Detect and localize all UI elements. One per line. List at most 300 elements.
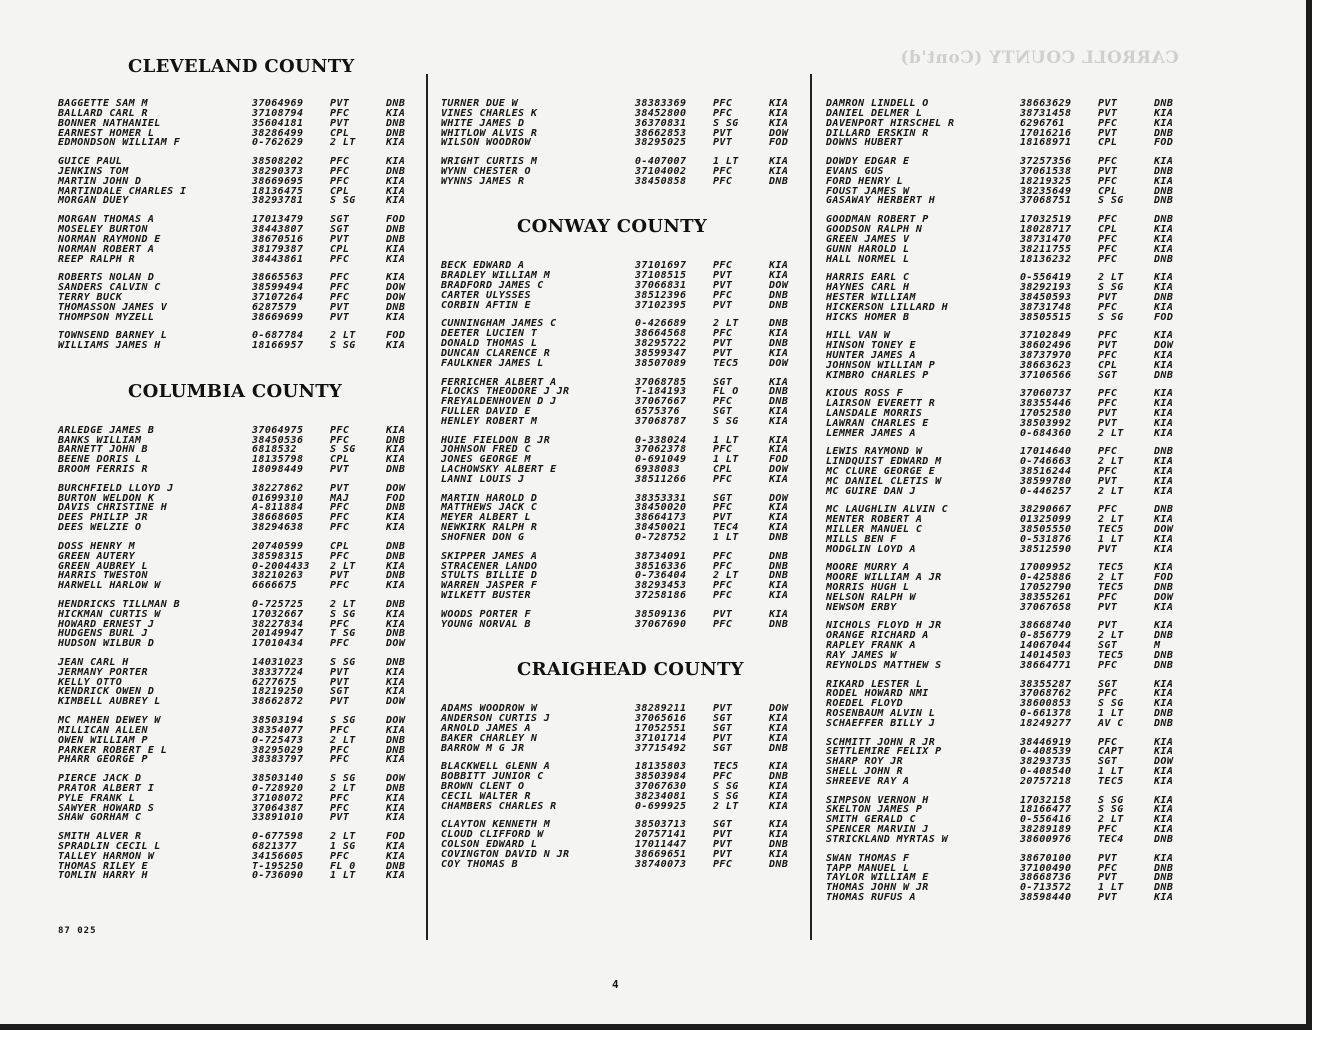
record-status: KIA: [769, 580, 789, 592]
record-name: HUDGENS BURL J: [58, 628, 148, 640]
record-name: NORMAN RAYMOND E: [58, 233, 161, 245]
record-rank: 2 LT: [330, 782, 356, 794]
record-status: DNB: [1154, 717, 1174, 729]
record-status: KIA: [769, 107, 789, 119]
record-name: RODEL HOWARD NMI: [826, 688, 929, 700]
record-status: KIA: [1154, 349, 1174, 361]
record-serial-number: 20757141: [635, 829, 687, 841]
record-rank: S SG: [1098, 698, 1124, 710]
record-name: MC MAHEN DEWEY W: [58, 714, 161, 726]
record-status: DNB: [386, 570, 406, 582]
record-rank: TEC5: [1098, 524, 1124, 536]
record-status: KIA: [769, 348, 789, 359]
record-name: SHOFNER DON G: [441, 532, 525, 543]
record-status: DNB: [1154, 185, 1174, 197]
record-status: KIA: [386, 840, 406, 852]
record-serial-number: 38286499: [252, 127, 304, 139]
record-rank: PFC: [713, 550, 733, 562]
record-serial-number: 0-746663: [1020, 456, 1072, 468]
record-status: DNB: [769, 299, 789, 311]
record-status: KIA: [769, 328, 789, 340]
record-status: KIA: [386, 792, 406, 804]
record-rank: SGT: [330, 214, 350, 226]
record-rank: SGT: [713, 722, 733, 734]
record-name: DONALD THOMAS L: [441, 338, 538, 350]
record-status: KIA: [1154, 678, 1174, 690]
record-rank: CPL: [1098, 359, 1118, 371]
record-name: MOSELEY BURTON: [58, 223, 148, 235]
record-name: ORANGE RICHARD A: [826, 630, 929, 642]
record-rank: 2 LT: [1098, 814, 1124, 826]
record-row: [58, 254, 428, 265]
record-name: BAGGETTE SAM M: [58, 98, 148, 109]
record-row: [826, 602, 1196, 613]
record-status: DNB: [769, 386, 789, 398]
record-rank: PFC: [713, 580, 733, 592]
record-serial-number: 0-408540: [1020, 766, 1072, 778]
record-serial-number: 17009952: [1020, 562, 1072, 574]
record-name: LACHOWSKY ALBERT E: [441, 464, 557, 476]
record-status: FOD: [1154, 311, 1174, 323]
record-row: [58, 195, 428, 206]
record-serial-number: 38355287: [1020, 678, 1072, 690]
record-status: DNB: [386, 127, 406, 139]
record-serial-number: 38662872: [252, 696, 304, 708]
record-name: ADAMS WOODROW W: [441, 703, 538, 715]
record-rank: PVT: [1098, 620, 1118, 632]
record-rank: PFC: [330, 156, 350, 168]
record-rank: PFC: [330, 744, 350, 756]
record-status: FOD: [1154, 137, 1174, 149]
record-serial-number: 0-736404: [635, 570, 687, 582]
record-name: DOWNS HUBERT: [826, 137, 904, 149]
record-status: DOW: [386, 638, 406, 650]
record-name: SHARP ROY JR: [826, 756, 904, 768]
record-serial-number: 01699310: [252, 492, 304, 504]
record-rank: CPL: [1098, 185, 1118, 197]
record-serial-number: 0-762629: [252, 137, 304, 149]
record-name: NEWKIRK RALPH R: [441, 522, 538, 534]
record-name: BURCHFIELD LLOYD J: [58, 482, 174, 494]
record-name: SMITH GERALD C: [826, 814, 916, 826]
record-name: MARTIN HAROLD D: [441, 492, 538, 504]
record-name: SPRADLIN CECIL L: [58, 840, 161, 852]
record-status: DNB: [1154, 862, 1174, 874]
record-rank: PFC: [330, 424, 350, 436]
record-rank: FL O: [713, 386, 739, 398]
record-status: DOW: [769, 464, 789, 476]
record-status: DNB: [769, 858, 789, 870]
record-name: TAYLOR WILLIAM E: [826, 872, 929, 884]
record-serial-number: 38734091: [635, 550, 687, 562]
record-status: DNB: [769, 338, 789, 350]
record-name: SKELTON JAMES P: [826, 804, 923, 816]
record-name: CORBIN AFTIN E: [441, 299, 531, 311]
record-rank: AV C: [1098, 717, 1124, 729]
record-rank: S SG: [1098, 804, 1124, 816]
record-status: KIA: [1154, 475, 1174, 487]
record-rank: PVT: [1098, 407, 1118, 419]
record-serial-number: 37107264: [252, 291, 304, 303]
record-status: DOW: [386, 696, 406, 708]
record-serial-number: 0-425886: [1020, 572, 1072, 584]
record-name: CLAYTON KENNETH M: [441, 819, 551, 831]
record-serial-number: 37067690: [635, 618, 687, 630]
record-rank: PVT: [713, 608, 733, 620]
record-serial-number: 38505515: [1020, 311, 1072, 323]
record-name: GUICE PAUL: [58, 156, 123, 168]
record-serial-number: 38353331: [635, 492, 687, 504]
record-name: HENLEY ROBERT M: [441, 415, 538, 427]
county-heading: CLEVELAND COUNTY: [128, 56, 355, 77]
record-name: HILL VAN W: [826, 330, 891, 342]
record-rank: S SG: [330, 656, 356, 668]
record-rank: PVT: [713, 127, 733, 139]
record-rank: SGT: [713, 819, 733, 831]
record-rank: PFC: [330, 253, 350, 265]
record-name: HENDRICKS TILLMAN B: [58, 598, 180, 610]
record-status: KIA: [386, 580, 406, 592]
record-serial-number: 0-531876: [1020, 533, 1072, 545]
record-serial-number: 6818532: [252, 444, 297, 456]
record-status: DNB: [1154, 708, 1174, 720]
record-name: SCHAEFFER BILLY J: [826, 717, 936, 729]
record-serial-number: 14067044: [1020, 640, 1072, 652]
record-row: [826, 660, 1196, 671]
record-rank: PVT: [330, 464, 350, 476]
record-serial-number: 38509136: [635, 608, 687, 620]
record-rank: S SG: [330, 714, 356, 726]
record-rank: PVT: [713, 280, 733, 292]
record-name: CUNNINGHAM JAMES C: [441, 318, 557, 330]
record-status: KIA: [1154, 620, 1174, 632]
record-serial-number: 38450021: [635, 522, 687, 534]
record-serial-number: 38450858: [635, 175, 687, 187]
record-status: KIA: [386, 666, 406, 678]
record-rank: PFC: [713, 858, 733, 870]
record-rank: S SG: [330, 340, 356, 352]
record-serial-number: 38600976: [1020, 834, 1072, 845]
record-status: KIA: [769, 732, 789, 744]
record-rank: TEC5: [1098, 775, 1124, 787]
record-status: DOW: [386, 773, 406, 784]
record-rank: PVT: [330, 117, 350, 129]
record-row: [826, 718, 1196, 729]
record-row: [441, 619, 811, 630]
record-serial-number: 38731470: [1020, 233, 1072, 245]
record-rank: 1 LT: [713, 434, 739, 446]
record-name: DOSS HENRY M: [58, 540, 136, 552]
record-serial-number: 6277675: [252, 676, 297, 688]
record-status: KIA: [1154, 775, 1174, 787]
record-status: FOD: [386, 492, 406, 504]
record-row: [826, 370, 1196, 381]
record-rank: PFC: [1098, 862, 1118, 874]
record-status: KIA: [386, 272, 406, 284]
record-status: FOD: [386, 214, 406, 226]
record-rank: PFC: [330, 638, 350, 650]
record-rank: SGT: [713, 492, 733, 504]
record-rank: PFC: [1098, 388, 1118, 400]
record-serial-number: 38337724: [252, 666, 304, 678]
record-status: DNB: [769, 560, 789, 572]
record-serial-number: 38599780: [1020, 475, 1072, 487]
record-serial-number: 38503992: [1020, 417, 1072, 429]
record-name: HUNTER JAMES A: [826, 349, 916, 361]
record-name: NELSON RALPH W: [826, 591, 916, 603]
record-rank: PFC: [1098, 117, 1118, 129]
record-status: KIA: [386, 754, 406, 766]
record-name: BONNER NATHANIEL: [58, 117, 161, 129]
record-row: [58, 522, 428, 533]
record-serial-number: 17032158: [1020, 794, 1072, 806]
record-serial-number: 38293453: [635, 580, 687, 592]
record-rank: CPL: [330, 127, 350, 139]
record-rank: 2 LT: [1098, 485, 1124, 497]
record-status: DNB: [1154, 253, 1174, 265]
record-status: KIA: [1154, 543, 1174, 555]
record-rank: PVT: [1098, 107, 1118, 119]
record-rank: PFC: [713, 260, 733, 272]
record-rank: PFC: [330, 580, 350, 592]
record-status: KIA: [769, 117, 789, 129]
record-rank: PVT: [1098, 340, 1118, 352]
record-serial-number: 0-407007: [635, 156, 687, 168]
record-status: DNB: [1154, 446, 1174, 458]
record-serial-number: 17016216: [1020, 127, 1072, 139]
record-rank: CPL: [330, 185, 350, 197]
record-serial-number: 38602496: [1020, 340, 1072, 352]
record-serial-number: 38669699: [252, 311, 304, 323]
record-status: KIA: [386, 107, 406, 119]
record-status: KIA: [769, 848, 789, 860]
record-serial-number: 38664173: [635, 512, 687, 524]
record-status: KIA: [386, 454, 406, 466]
record-name: WRIGHT CURTIS M: [441, 156, 538, 168]
record-name: DEES WELZIE O: [58, 522, 142, 534]
record-serial-number: 38289211: [635, 703, 687, 715]
record-serial-number: 38295029: [252, 744, 304, 756]
record-status: DOW: [769, 357, 789, 369]
record-serial-number: 37066831: [635, 280, 687, 292]
record-rank: PFC: [1098, 243, 1118, 255]
record-name: CECIL WALTER R: [441, 790, 531, 802]
record-status: DNB: [386, 464, 406, 476]
record-name: JENKINS TOM: [58, 165, 129, 177]
record-rank: FL 0: [330, 860, 356, 872]
record-status: KIA: [769, 260, 789, 272]
record-serial-number: 17011447: [635, 839, 687, 850]
record-rank: PVT: [330, 676, 350, 688]
record-serial-number: 37101697: [635, 260, 687, 272]
record-status: DNB: [386, 165, 406, 177]
record-status: DNB: [1154, 291, 1174, 303]
record-rank: 1 LT: [1098, 533, 1124, 545]
record-serial-number: 38295722: [635, 338, 687, 350]
record-serial-number: 35604181: [252, 117, 304, 129]
record-serial-number: 38670100: [1020, 852, 1072, 864]
record-name: DILLARD ERSKIN R: [826, 127, 929, 139]
record-status: KIA: [1154, 243, 1174, 255]
record-status: DNB: [386, 233, 406, 245]
record-rank: PFC: [713, 165, 733, 177]
record-name: HICKMAN CURTIS W: [58, 608, 161, 620]
record-status: DOW: [769, 127, 789, 139]
record-status: DOW: [386, 714, 406, 726]
record-rank: PFC: [713, 560, 733, 572]
record-status: FOD: [769, 454, 789, 466]
record-serial-number: 38450536: [252, 434, 304, 446]
record-serial-number: 0-713572: [1020, 882, 1072, 894]
record-status: KIA: [769, 829, 789, 841]
record-rank: CPL: [330, 243, 350, 255]
record-name: SMITH ALVER R: [58, 831, 142, 843]
record-rank: PVT: [1098, 892, 1118, 904]
record-status: KIA: [386, 243, 406, 255]
record-rank: S SG: [713, 790, 739, 802]
record-rank: PVT: [1098, 601, 1118, 613]
record-rank: PFC: [330, 272, 350, 284]
record-name: MORGAN DUEY: [58, 195, 129, 207]
record-name: WYNNS JAMES R: [441, 175, 525, 187]
record-serial-number: 37064969: [252, 98, 304, 109]
record-status: DNB: [386, 744, 406, 756]
record-status: KIA: [769, 780, 789, 792]
record-name: VINES CHARLES K: [441, 107, 538, 119]
record-serial-number: 0-728752: [635, 532, 687, 543]
record-rank: S SG: [330, 773, 356, 784]
record-status: DNB: [386, 734, 406, 746]
record-serial-number: 0-728920: [252, 782, 304, 794]
record-name: MC LAUGHLIN ALVIN C: [826, 504, 948, 516]
record-name: HARRIS TWESTON: [58, 570, 148, 582]
record-status: DNB: [386, 98, 406, 109]
record-serial-number: 38516336: [635, 560, 687, 572]
record-rank: S SG: [330, 444, 356, 456]
record-rank: 1 LT: [1098, 882, 1124, 894]
record-rank: PVT: [1098, 98, 1118, 109]
record-name: SHELL JOHN R: [826, 766, 904, 778]
record-name: THOMASSON JAMES V: [58, 301, 168, 313]
record-status: KIA: [1154, 117, 1174, 129]
record-name: REYNOLDS MATTHEW S: [826, 659, 942, 671]
record-name: COY THOMAS B: [441, 858, 519, 870]
record-status: KIA: [1154, 514, 1174, 526]
record-serial-number: 38599494: [252, 282, 304, 293]
record-status: KIA: [769, 98, 789, 109]
record-rank: 1 LT: [713, 532, 739, 543]
record-status: DNB: [769, 396, 789, 408]
record-status: KIA: [386, 802, 406, 814]
record-rank: 2 LT: [330, 560, 356, 572]
record-row: [826, 312, 1196, 323]
record-rank: SGT: [1098, 640, 1118, 652]
record-rank: PFC: [1098, 301, 1118, 313]
record-rank: PFC: [330, 512, 350, 524]
record-serial-number: 20740599: [252, 540, 304, 552]
record-name: BRADFORD JAMES C: [441, 280, 544, 292]
record-name: ARNOLD JAMES A: [441, 722, 531, 734]
record-rank: 1 SG: [330, 840, 356, 852]
record-name: FOUST JAMES W: [826, 185, 910, 197]
record-status: KIA: [1154, 107, 1174, 119]
record-serial-number: 38668605: [252, 512, 304, 524]
record-serial-number: 18219325: [1020, 175, 1072, 187]
record-serial-number: 37068751: [1020, 195, 1072, 207]
record-serial-number: 37060737: [1020, 388, 1072, 400]
record-rank: 1 LT: [713, 454, 739, 466]
record-serial-number: 0-556416: [1020, 814, 1072, 826]
record-serial-number: 0-699925: [635, 800, 687, 812]
record-serial-number: 38516244: [1020, 466, 1072, 477]
record-row: [441, 590, 811, 601]
record-status: FOD: [386, 831, 406, 843]
record-row: [441, 137, 811, 148]
record-serial-number: 38503140: [252, 773, 304, 784]
record-serial-number: 33891010: [252, 812, 304, 824]
record-status: KIA: [386, 608, 406, 620]
record-serial-number: 6821377: [252, 840, 297, 852]
record-status: KIA: [386, 618, 406, 630]
record-status: DNB: [386, 301, 406, 313]
record-name: GOODMAN ROBERT P: [826, 214, 929, 226]
record-serial-number: 38293735: [1020, 756, 1072, 768]
record-serial-number: 38235649: [1020, 185, 1072, 197]
record-serial-number: 0-446257: [1020, 485, 1072, 497]
record-rank: PVT: [713, 299, 733, 311]
record-name: MILLER MANUEL C: [826, 524, 923, 536]
record-status: FOD: [386, 330, 406, 342]
record-status: KIA: [1154, 427, 1174, 439]
record-serial-number: 18135803: [635, 761, 687, 773]
record-name: COLSON EDWARD L: [441, 839, 538, 850]
record-status: DOW: [1154, 524, 1174, 536]
record-name: OWEN WILLIAM P: [58, 734, 148, 746]
record-name: ROEDEL FLOYD: [826, 698, 904, 710]
record-serial-number: 38512590: [1020, 543, 1072, 555]
record-name: PHARR GEORGE P: [58, 754, 148, 766]
record-name: HESTER WILLIAM: [826, 291, 916, 303]
record-status: KIA: [1154, 824, 1174, 836]
record-rank: TEC5: [1098, 582, 1124, 594]
record-name: WARREN JASPER F: [441, 580, 538, 592]
record-status: KIA: [769, 270, 789, 282]
record-name: FAULKNER JAMES L: [441, 357, 544, 369]
record-rank: PFC: [1098, 349, 1118, 361]
record-rank: PVT: [713, 848, 733, 860]
record-name: STRICKLAND MYRTAS W: [826, 834, 948, 845]
record-rank: SGT: [1098, 369, 1118, 381]
record-status: KIA: [386, 175, 406, 187]
record-name: SCHMITT JOHN R JR: [826, 736, 936, 748]
record-name: FERRICHER ALBERT A: [441, 376, 557, 388]
record-name: MORRIS HUGH L: [826, 582, 910, 594]
record-row: [826, 892, 1196, 903]
record-status: KIA: [1154, 407, 1174, 419]
record-rank: PFC: [713, 175, 733, 187]
record-serial-number: 38598440: [1020, 892, 1072, 904]
record-rank: PVT: [713, 512, 733, 524]
record-serial-number: 17032667: [252, 608, 304, 620]
record-serial-number: 0-725473: [252, 734, 304, 746]
record-serial-number: 38234081: [635, 790, 687, 802]
record-name: RAY JAMES W: [826, 650, 897, 661]
record-serial-number: 38503984: [635, 771, 687, 783]
record-status: DOW: [386, 291, 406, 303]
page-number: 4: [612, 978, 619, 991]
record-status: KIA: [1154, 272, 1174, 284]
record-name: JEAN CARL H: [58, 656, 129, 668]
